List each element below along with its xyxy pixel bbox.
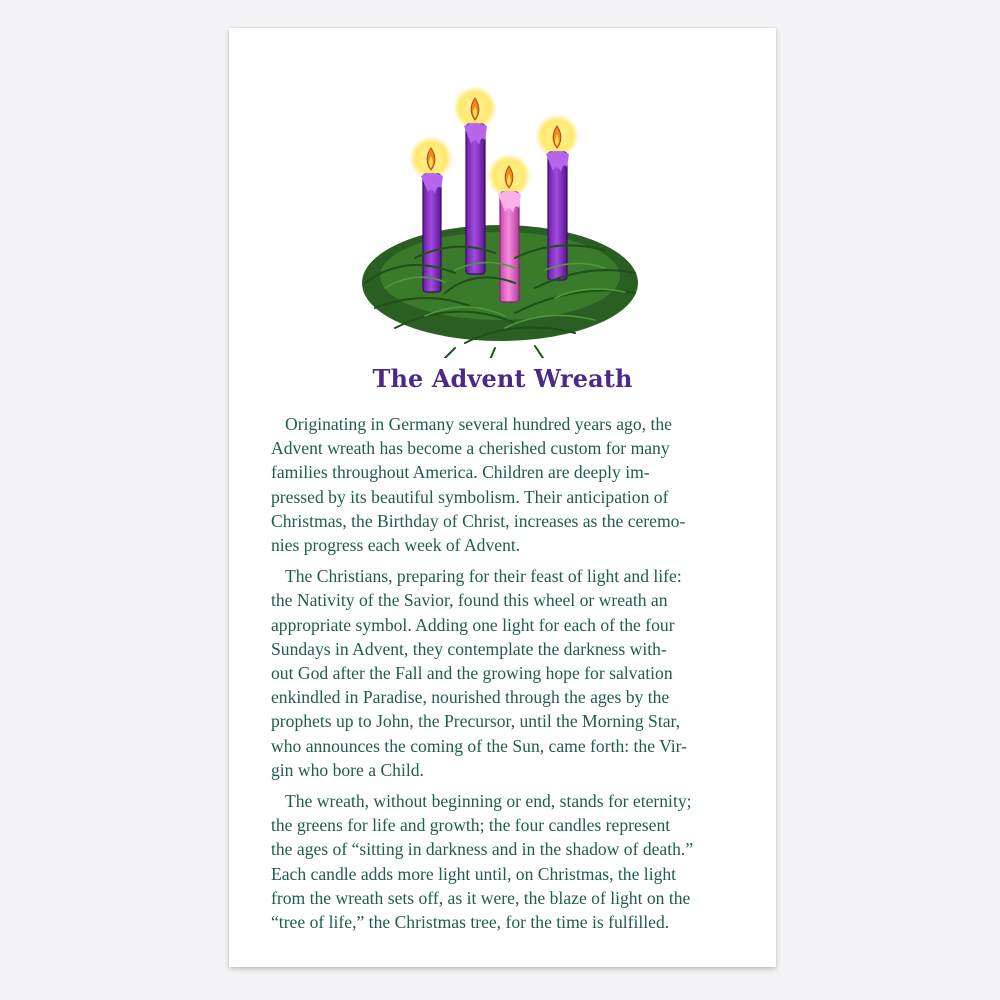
paragraph-3: The wreath, without beginning or end, stands for eternity; the greens for life and growth; the four candles represent the ages of “sitting in darkness and in the shadow of death.” Each candle adds more light until, on Christmas, the light from the wreath sets off, as it were, the blaze of light on the “tree of life,” the Christmas tree, for the time is fulfilled.	[271, 791, 694, 933]
prayer-card	[229, 28, 776, 967]
card-body	[271, 412, 741, 941]
paragraph-2: The Christians, preparing for their feast of light and life: the Nativity of the Savior, found this wheel or wreath an appropriate symbol. Adding one light for each of the four Sundays in Advent, they contemplate the darkness with- out God after the Fall and the growing hope for salvation enkindled in Paradise, nourished through the ages by the prophets up to John, the Precursor, until the Morning Star, who announces the coming of the Sun, came forth: the Vir- gin who bore a Child.	[271, 566, 688, 780]
paragraph-1: Originating in Germany several hundred years ago, the Advent wreath has become a cherished custom for many families throughout America. Children are deeply im- pressed by its beautiful symbolism. Their anticipation of Christmas, the Birthday of Christ, increases as the ceremo- nies progress each week of Advent.	[271, 414, 686, 556]
card-title: The Advent Wreath	[372, 364, 633, 393]
advent-wreath-illustration	[355, 58, 645, 358]
